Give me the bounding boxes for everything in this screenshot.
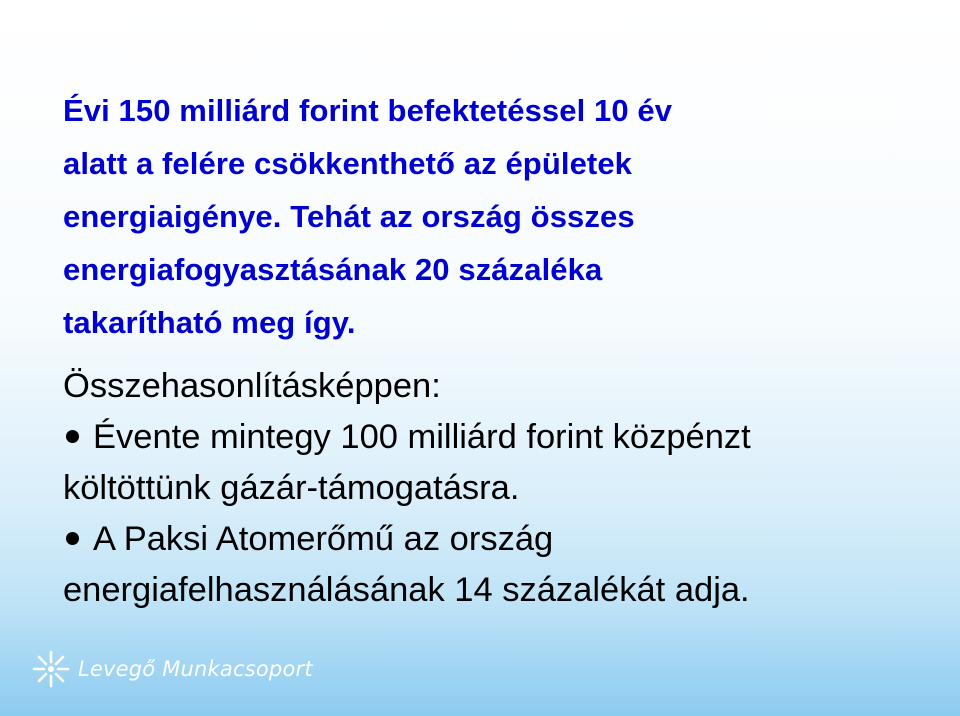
bullet-line: költöttünk gázár-támogatásra. xyxy=(63,469,520,507)
bullet-item xyxy=(63,514,933,616)
bullet-line: energiafelhasználásának 14 százalékát adja. xyxy=(63,571,750,609)
comparison-heading: Összehasonlításképpen: xyxy=(63,367,441,405)
sunburst-icon xyxy=(30,648,72,690)
bullet-line xyxy=(63,514,933,565)
bullet-icon xyxy=(66,532,79,545)
intro-line: takarítható meg így. xyxy=(63,305,356,340)
logo-text: Levegő Munkacsoport xyxy=(78,657,313,681)
intro-paragraph xyxy=(63,84,933,349)
bullet-text: A Paksi Atomerőmű az ország xyxy=(93,520,554,558)
bullet-item xyxy=(63,412,933,514)
intro-line: alatt a felére csökkenthető az épületek xyxy=(63,146,633,181)
intro-line: energiaigénye. Tehát az ország összes xyxy=(63,199,635,234)
bullet-text: Évente mintegy 100 milliárd forint közpénzt xyxy=(93,418,751,456)
comparison-section xyxy=(63,361,933,616)
organization-logo xyxy=(30,648,313,690)
slide-body xyxy=(63,84,933,616)
bullet-line xyxy=(63,412,933,463)
bullet-icon xyxy=(66,430,79,443)
intro-line: Évi 150 milliárd forint befektetéssel 10 év xyxy=(63,93,673,128)
intro-line: energiafogyasztásának 20 százaléka xyxy=(63,252,603,287)
